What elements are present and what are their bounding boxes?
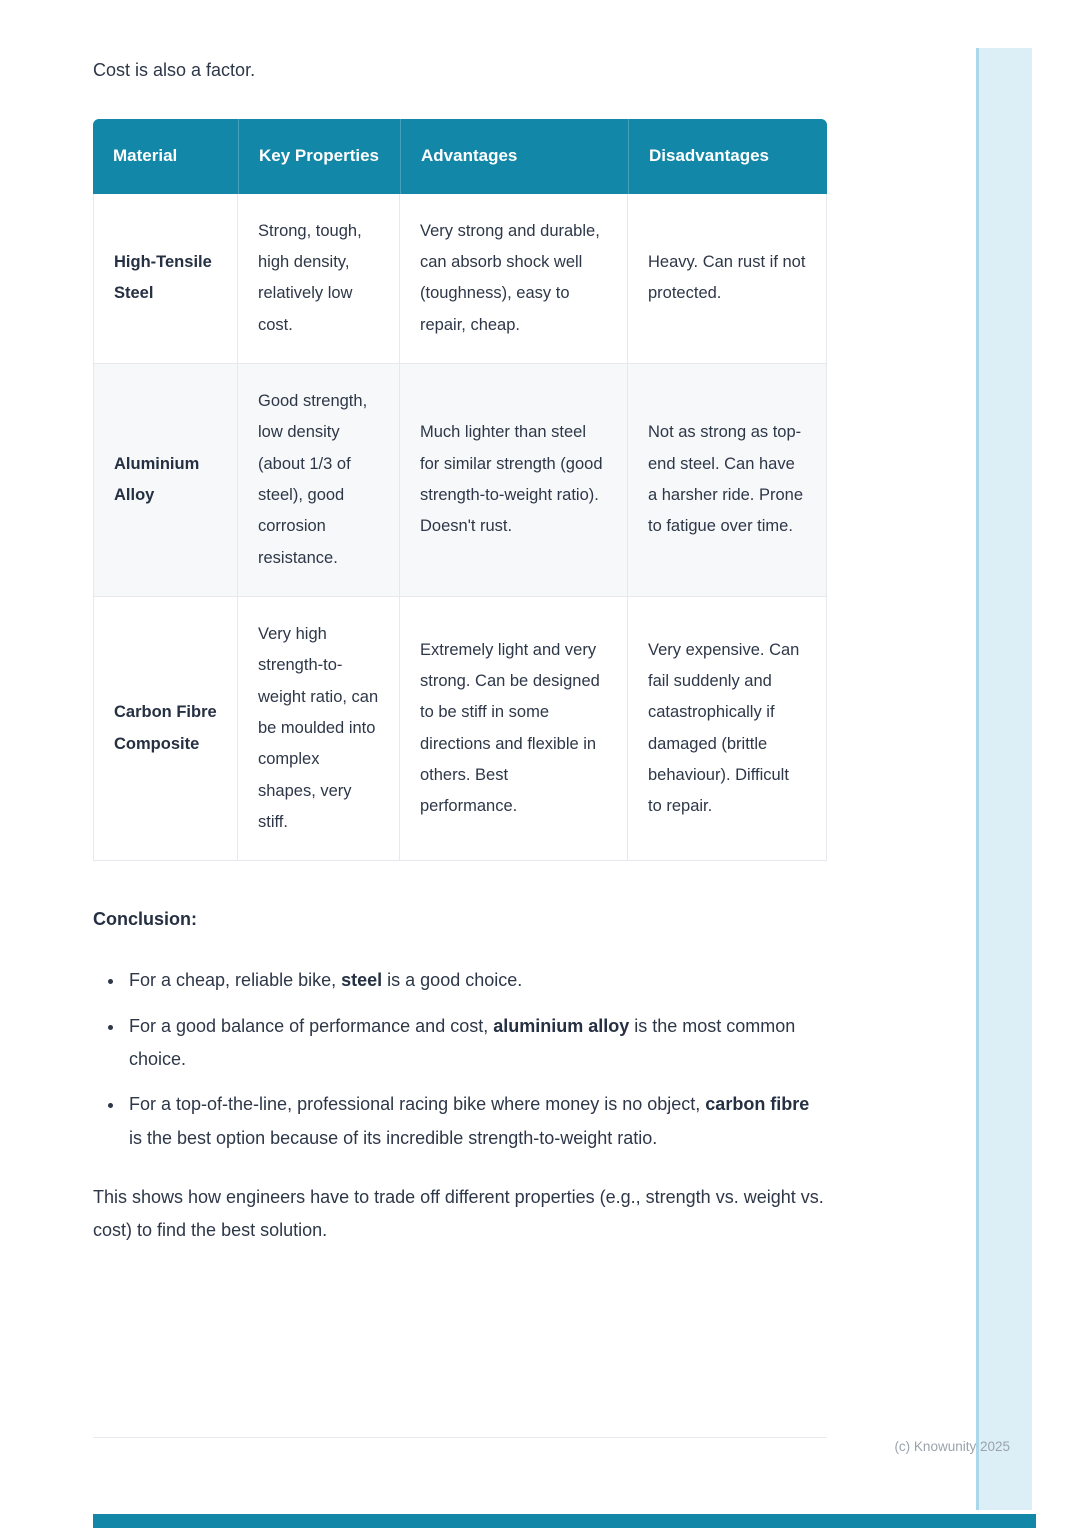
column-header-advantages: Advantages [400,119,628,193]
bullet-text: For a cheap, reliable bike, [129,970,342,991]
cell-disadvantages: Heavy. Can rust if not protected. [628,194,827,364]
cell-key-properties: Strong, tough, high density, relatively low cost. [238,194,400,364]
list-item-steel [125,964,827,997]
bullet-text: is a good choice. [382,970,523,991]
cell-disadvantages: Not as strong as top-end steel. Can have a harsher ride. Prone to fatigue over time. [628,364,827,597]
scrollbar-track[interactable] [976,48,1032,1510]
cell-advantages: Very strong and durable, can absorb shock well (toughness), easy to repair, cheap. [400,194,628,364]
cell-key-properties: Very high strength-to-weight ratio, can be moulded into complex shapes, very stiff. [238,597,400,861]
table-header-row [93,119,827,193]
cell-material: Aluminium Alloy [93,364,238,597]
copyright-text: (c) Knowunity 2025 [894,1439,1010,1454]
conclusion-list [93,964,827,1154]
bullet-text: For a top-of-the-line, professional racing bike where money is no object, [129,1094,706,1115]
bullet-bold-text: steel [341,970,383,991]
column-header-key-properties: Key Properties [238,119,400,193]
column-header-material: Material [93,119,238,193]
cell-key-properties: Good strength, low density (about 1/3 of steel), good corrosion resistance. [238,364,400,597]
bottom-accent-bar [93,1514,1036,1528]
cell-material: High-Tensile Steel [93,194,238,364]
intro-text: Cost is also a factor. [93,60,256,80]
table-row-aluminium [93,364,827,597]
cell-advantages: Much lighter than steel for similar strength (good strength-to-weight ratio). Doesn't rust. [400,364,628,597]
bullet-text: is the best option because of its incredible strength-to-weight ratio. [129,1127,658,1148]
list-item-aluminium [125,1010,827,1077]
page-content [93,58,827,1247]
cell-advantages: Extremely light and very strong. Can be designed to be stiff in some directions and flexible in others. Best performance. [400,597,628,861]
column-header-disadvantages: Disadvantages [628,119,827,193]
bullet-text: is the most common choice. [129,1015,796,1069]
table-row-carbon-fibre [93,597,827,861]
closing-paragraph: This shows how engineers have to trade off different properties (e.g., strength vs. weight vs. cost) to find the best solution. [93,1186,824,1241]
cell-material: Carbon Fibre Composite [93,597,238,861]
bullet-text: For a good balance of performance and cost, [129,1015,494,1036]
table-row-steel [93,194,827,364]
conclusion-heading: Conclusion: [93,909,197,930]
bullet-bold-text: aluminium alloy [493,1015,630,1036]
cell-disadvantages: Very expensive. Can fail suddenly and catastrophically if damaged (brittle behaviour). Difficult to repair. [628,597,827,861]
list-item-carbon-fibre [125,1088,827,1155]
footer-divider [93,1437,827,1438]
materials-comparison-table [93,119,827,861]
bullet-bold-text: carbon fibre [705,1094,810,1115]
